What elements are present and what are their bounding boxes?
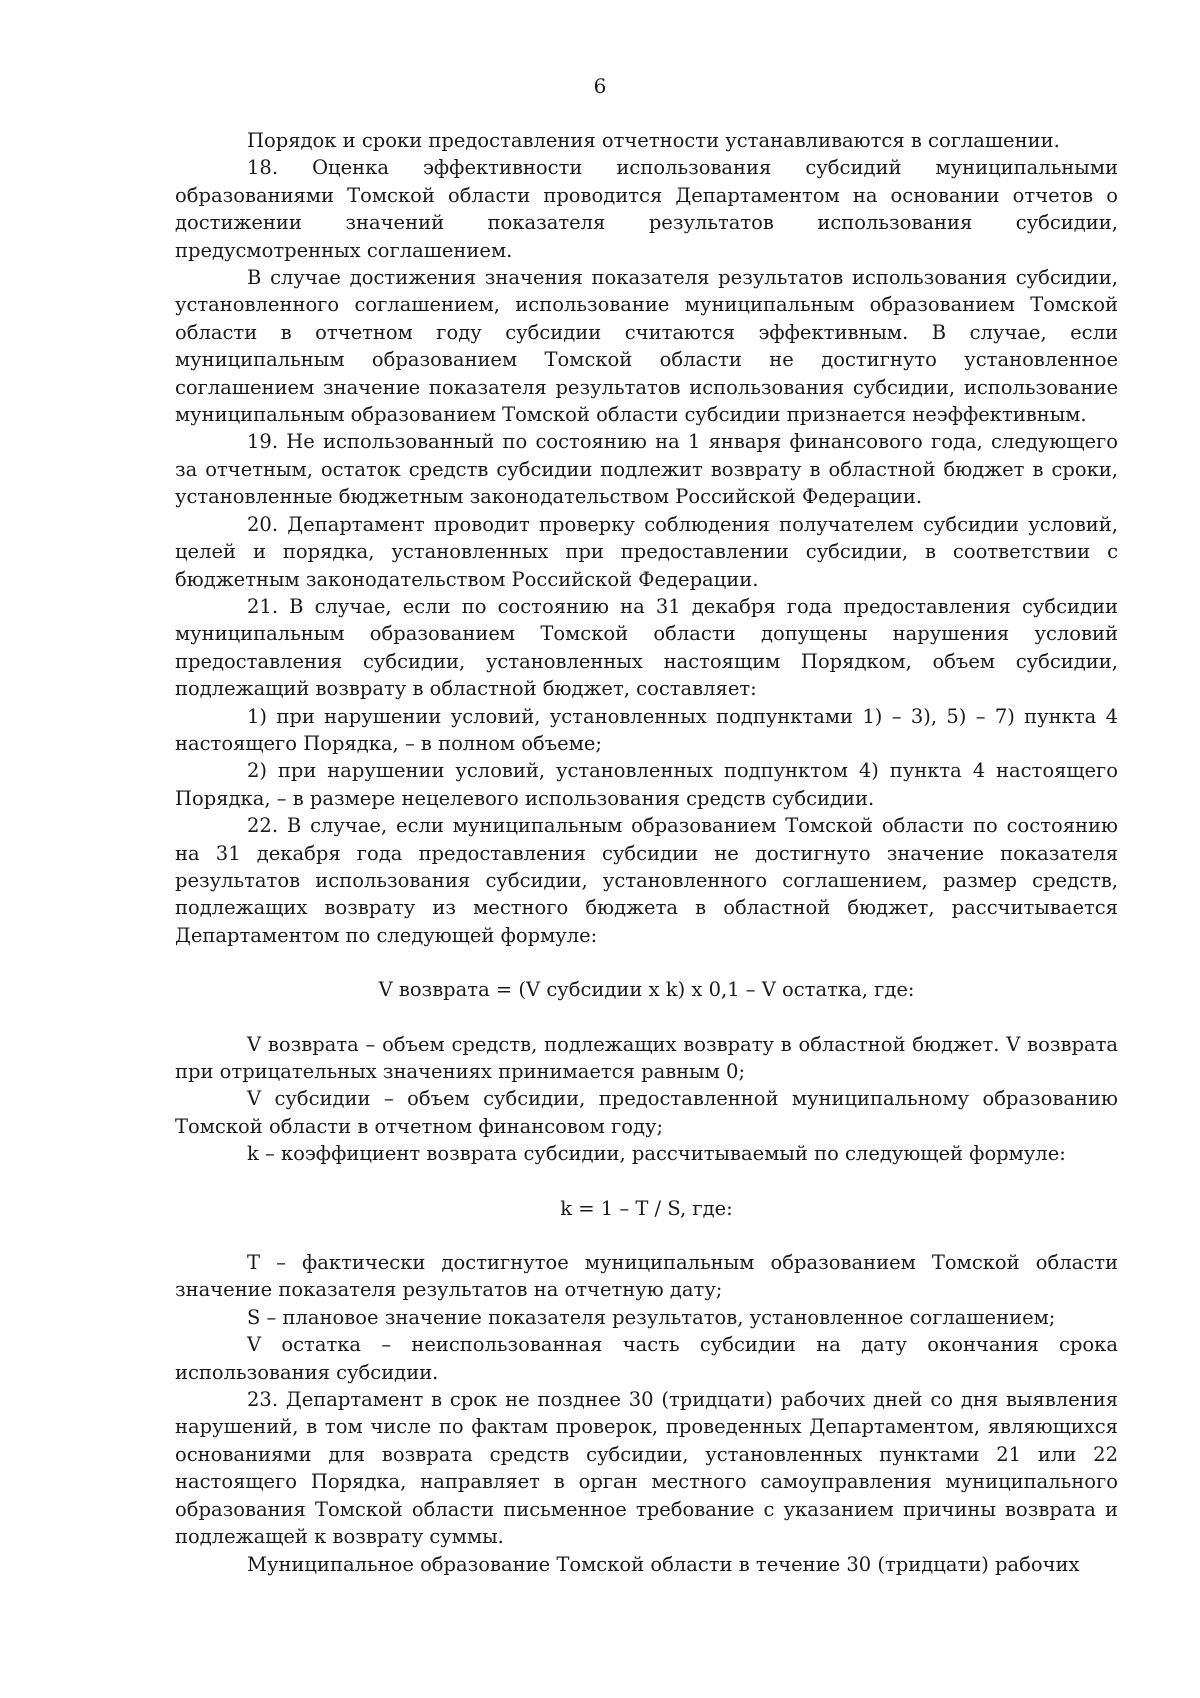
- paragraph-19: 19. Не использованный по состоянию на 1 января финансового года, следующего за отчетным, остаток средств субсидии подлежит возврату в областной бюджет в сроки, установленные бюджетным законодательством Российской Федерации.: [175, 430, 1118, 509]
- paragraph-18-effectiveness: В случае достижения значения показателя результатов использования субсидии, установленного соглашением, использование муниципальным образованием Томской области в отчетном году субсидии считаются эффективным. В случае, если муниципальным образованием Томской области не достигнуто установленное соглашением значение показателя результатов использования субсидии, использование муниципальным образованием Томской области субсидии признается неэффективным.: [175, 266, 1118, 427]
- paragraph-21-item-2: 2) при нарушении условий, установленных подпунктом 4) пункта 4 настоящего Порядка, – в размере нецелевого использования средств субсидии.: [175, 759, 1118, 810]
- paragraph-23: 23. Департамент в срок не позднее 30 (тридцати) рабочих дней со дня выявления нарушений, в том числе по фактам проверок, проведенных Департаментом, являющихся основаниями для возврата средств субсидии, установленных пунктами 21 или 22 настоящего Порядка, направляет в орган местного самоуправления муниципального образования Томской области письменное требование с указанием причины возврата и подлежащей к возврату суммы.: [175, 1388, 1118, 1549]
- definition-s: S – плановое значение показателя результатов, установленное соглашением;: [247, 1305, 1056, 1329]
- page-number: 6: [593, 74, 607, 98]
- paragraph-20: 20. Департамент проводит проверку соблюдения получателем субсидии условий, целей и порядка, установленных при предоставлении субсидии, в соответствии с бюджетным законодательством Российской Федерации.: [175, 512, 1118, 591]
- definition-v-subsidy: V субсидии – объем субсидии, предоставленной муниципальному образованию Томской области в отчетном финансовом году;: [175, 1087, 1118, 1138]
- paragraph-22: 22. В случае, если муниципальным образованием Томской области по состоянию на 31 декабря года предоставления субсидии не достигнуто значение показателя результатов использования субсидии, установленного соглашением, размер средств, подлежащих возврату из местного бюджета в областной бюджет, рассчитывается Департаментом по следующей формуле:: [175, 814, 1118, 947]
- formula-return-volume: V возврата = (V субсидии x k) x 0,1 – V остатка, где:: [378, 978, 915, 1002]
- definition-v-remainder: V остатка – неиспользованная часть субсидии на дату окончания срока использования субсидии.: [175, 1333, 1118, 1384]
- definition-v-return: V возврата – объем средств, подлежащих возврату в областной бюджет. V возврата при отрицательных значениях принимается равным 0;: [175, 1032, 1118, 1083]
- paragraph-21-item-1: 1) при нарушении условий, установленных подпунктами 1) – 3), 5) – 7) пункта 4 настоящего Порядка, – в полном объеме;: [175, 704, 1118, 755]
- document-body: [175, 127, 1118, 1578]
- definition-k: k – коэффициент возврата субсидии, рассчитываемый по следующей формуле:: [247, 1142, 1066, 1166]
- paragraph-reporting-terms: Порядок и сроки предоставления отчетности устанавливаются в соглашении.: [247, 129, 1060, 152]
- paragraph-21: 21. В случае, если по состоянию на 31 декабря года предоставления субсидии муниципальным образованием Томской области допущены нарушения условий предоставления субсидии, установленных настоящим Порядком, объем субсидии, подлежащий возврату в областной бюджет, составляет:: [175, 594, 1118, 701]
- definition-t: T – фактически достигнутое муниципальным образованием Томской области значение показателя результатов на отчетную дату;: [175, 1251, 1118, 1302]
- paragraph-23-continuation: Муниципальное образование Томской области в течение 30 (тридцати) рабочих: [247, 1552, 1080, 1576]
- formula-coefficient-k: k = 1 – T / S, где:: [560, 1196, 733, 1220]
- paragraph-18: 18. Оценка эффективности использования субсидий муниципальными образованиями Томской области проводится Департаментом на основании отчетов о достижении значений показателя результатов использования субсидии, предусмотренных соглашением.: [175, 156, 1118, 262]
